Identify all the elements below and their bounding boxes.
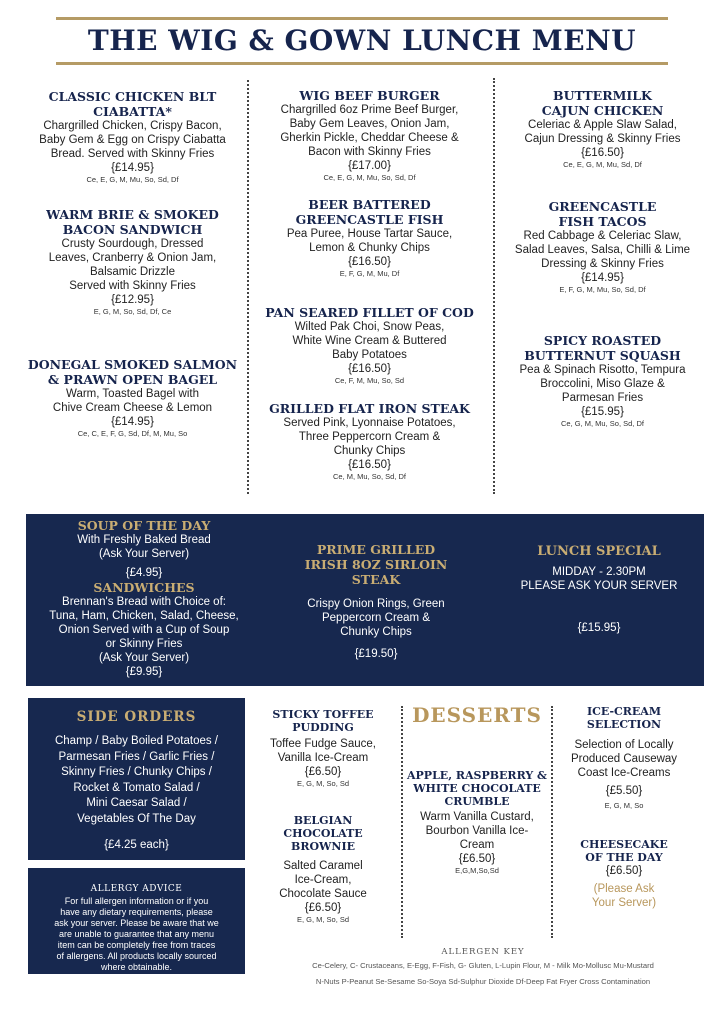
dish-description: Broccolini, Miso Glaze &: [540, 378, 665, 390]
sirloin-title: IRISH 8OZ SIRLOIN: [304, 557, 448, 572]
dish-name: FISH TACOS: [558, 214, 647, 229]
dish-description: Baby Potatoes: [332, 349, 407, 361]
dish-description: Ice-Cream,: [294, 874, 352, 886]
sirloin-block: [270, 542, 482, 661]
dish-brie-bacon: [20, 207, 245, 317]
side-item: Skinny Fries / Chunky Chips /: [61, 766, 212, 779]
dish-description: Bacon with Skinny Fries: [308, 146, 431, 158]
dish-name: BEER BATTERED: [308, 197, 431, 212]
dish-description: Chargrilled 6oz Prime Beef Burger,: [280, 104, 459, 116]
dish-name: BELGIAN: [293, 814, 353, 827]
dish-price: {£12.95}: [111, 294, 154, 306]
dish-allergens: E,G,M,So,Sd: [455, 866, 499, 875]
title-bottom-rule: [56, 62, 668, 65]
column-divider: [493, 78, 495, 494]
dish-description: Red Cabbage & Celeriac Slaw,: [523, 230, 682, 242]
dish-apple-crumble: [404, 769, 550, 876]
dish-name: BACON SANDWICH: [62, 222, 203, 237]
dish-description: Parmesan Fries: [561, 392, 644, 404]
desserts-title: DESSERTS: [412, 703, 542, 727]
dish-description: Crusty Sourdough, Dressed: [61, 238, 204, 250]
dish-name: WHITE CHOCOLATE: [413, 782, 541, 795]
soup-sandwich-block: [28, 518, 260, 679]
side-item: Parmesan Fries / Garlic Fries /: [58, 750, 215, 763]
dish-ice-cream: [554, 705, 694, 811]
soup-price: {£4.95}: [125, 567, 163, 579]
dish-allergens: E, F, G, M, Mu, Df: [339, 269, 400, 278]
dish-note: (Please Ask: [593, 883, 655, 895]
side-orders-price: {£4.25 each}: [104, 838, 169, 851]
dish-price: {£16.50}: [348, 459, 391, 471]
dish-description: White Wine Cream & Buttered: [292, 335, 447, 347]
dish-name: CRUMBLE: [444, 795, 510, 808]
allergy-advice-text: have any dietary requirements, please: [60, 907, 213, 917]
dish-description: Wilted Pak Choi, Snow Peas,: [294, 321, 445, 333]
dish-description: Toffee Fudge Sauce,: [270, 738, 376, 750]
dish-chicken-blt: [20, 89, 245, 185]
dish-name: & PRAWN OPEN BAGEL: [47, 372, 218, 387]
allergy-advice-title: ALLERGY ADVICE: [90, 884, 183, 894]
dish-allergens: Ce, M, Mu, So, Sd, Df: [333, 472, 406, 481]
sirloin-description: Chunky Chips: [340, 626, 412, 638]
dish-allergens: Ce, C, E, F, G, Sd, Df, M, Mu, So: [77, 429, 188, 438]
dish-sticky-toffee: [252, 708, 394, 789]
dish-name: GREENCASTLE: [548, 199, 657, 214]
dish-price: {£16.50}: [348, 256, 391, 268]
dish-name: OF THE DAY: [585, 851, 663, 864]
dish-name: CHOCOLATE: [283, 827, 363, 840]
lunch-special-hours: MIDDAY - 2.30PM: [552, 566, 646, 578]
dish-description: Balsamic Drizzle: [90, 266, 175, 278]
title-top-rule: [56, 17, 668, 20]
dish-description: Chocolate Sauce: [279, 888, 367, 900]
allergy-advice-text: of allergens. All products locally sourced: [56, 951, 217, 961]
dish-description: Salad Leaves, Salsa, Chilli & Lime: [514, 244, 691, 256]
dish-price: {£17.00}: [348, 160, 391, 172]
sirloin-description: Peppercorn Cream &: [321, 612, 431, 624]
allergy-advice-text: where obtainable.: [100, 962, 173, 972]
dish-name: CAJUN CHICKEN: [541, 103, 664, 118]
dish-allergens: Ce, F, M, Mu, So, Sd: [334, 376, 405, 385]
dish-description: Chargrilled Chicken, Crispy Bacon,: [43, 120, 222, 132]
dish-description: Baby Gem & Egg on Crispy Ciabatta: [39, 134, 226, 146]
dish-butternut-squash: [500, 333, 705, 429]
dish-description: Gherkin Pickle, Cheddar Cheese &: [280, 132, 459, 144]
allergy-advice-text: are unable to guarantee that any menu: [58, 929, 215, 939]
dish-price: {£16.50}: [348, 363, 391, 375]
dish-name: BUTTERMILK: [553, 88, 652, 103]
dish-description: Chunky Chips: [333, 445, 406, 457]
dish-allergens: Ce, E, G, M, Mu, So, Sd, Df: [86, 175, 179, 184]
dish-description: Pea Puree, House Tartar Sauce,: [286, 228, 453, 240]
column-divider: [247, 80, 249, 494]
dish-description: Vanilla Ice-Cream: [277, 752, 369, 764]
dish-flat-iron-steak: [253, 401, 486, 482]
dessert-divider: [401, 706, 403, 938]
dish-description: Lemon & Chunky Chips: [309, 242, 430, 254]
dish-allergens: E, G, M, So: [604, 801, 644, 810]
sirloin-title: PRIME GRILLED: [316, 542, 436, 557]
dish-description: Leaves, Cranberry & Onion Jam,: [48, 252, 217, 264]
dish-description: Selection of Locally: [574, 739, 674, 751]
soup-description: With Freshly Baked Bread: [77, 534, 211, 546]
dish-name: ICE-CREAM: [586, 705, 662, 718]
sandwiches-description: or Skinny Fries: [105, 638, 183, 650]
dish-price: {£6.50}: [304, 766, 342, 778]
side-orders-content: [28, 710, 245, 852]
allergen-key-title: ALLERGEN KEY: [441, 947, 525, 957]
dish-name: WARM BRIE & SMOKED: [46, 207, 219, 222]
dish-description: Celeriac & Apple Slaw Salad,: [528, 119, 677, 131]
dish-name: CHEESECAKE: [580, 838, 668, 851]
dish-description: Warm Vanilla Custard,: [420, 811, 534, 823]
dish-wig-burger: [253, 88, 486, 183]
allergen-key-line: N-Nuts P-Peanut Se-Sesame So-Soya Sd-Sulphur Dioxide Df-Deep Fat Fryer Cross Contamination: [315, 977, 651, 986]
dish-allergens: Ce, E, G, M, Mu, Sd, Df: [563, 160, 642, 169]
dish-name: DONEGAL SMOKED SALMON: [27, 357, 238, 372]
sandwiches-price: {£9.95}: [125, 666, 163, 678]
dish-salmon-bagel: [14, 357, 251, 439]
dish-description: Warm, Toasted Bagel with: [66, 388, 199, 400]
sandwiches-description: Onion Served with a Cup of Soup: [58, 624, 230, 636]
dish-name: PUDDING: [292, 721, 354, 734]
dish-fillet-cod: [253, 305, 486, 386]
dish-price: {£14.95}: [581, 272, 624, 284]
allergy-advice-text: For full allergen information or if you: [64, 896, 209, 906]
dish-price: {£6.50}: [304, 902, 342, 914]
side-item: Mini Caesar Salad /: [86, 797, 187, 810]
dish-price: {£16.50}: [581, 147, 624, 159]
dish-allergens: Ce, G, M, Mu, So, Sd, Df: [561, 419, 644, 428]
menu-title: THE WIG & GOWN LUNCH MENU: [87, 24, 637, 57]
allergen-key: [252, 947, 714, 990]
sandwiches-description: Brennan's Bread with Choice of:: [62, 596, 226, 608]
dish-name: WIG BEEF BURGER: [299, 88, 440, 103]
soup-note: (Ask Your Server): [98, 548, 190, 560]
dish-description: Pea & Spinach Risotto, Tempura: [519, 364, 686, 376]
dish-description: Cream: [459, 839, 495, 851]
dish-price: {£6.50}: [605, 865, 643, 877]
dish-name: SELECTION: [586, 718, 662, 731]
dish-name: CLASSIC CHICKEN BLT: [48, 89, 217, 104]
soup-title: SOUP OF THE DAY: [77, 518, 211, 533]
dish-allergens: E, F, G, M, Mu, So, Sd, Df: [559, 285, 646, 294]
dish-description: Baby Gem Leaves, Onion Jam,: [289, 118, 450, 130]
sandwiches-description: Tuna, Ham, Chicken, Salad, Cheese,: [49, 610, 239, 622]
dish-price: {£14.95}: [111, 162, 154, 174]
side-orders-box: [28, 698, 245, 860]
dish-description: Served with Skinny Fries: [69, 280, 196, 292]
allergy-advice-content: [28, 884, 245, 973]
dish-note: Your Server): [591, 897, 657, 909]
dish-name: GREENCASTLE FISH: [295, 212, 444, 227]
lunch-special-note: PLEASE ASK YOUR SERVER: [520, 580, 678, 592]
dish-price: {£6.50}: [458, 853, 496, 865]
dish-price: {£14.95}: [111, 416, 154, 428]
dish-name: BUTTERNUT SQUASH: [524, 348, 681, 363]
dish-description: Served Pink, Lyonnaise Potatoes,: [283, 417, 456, 429]
dish-allergens: E, G, M, So, Sd: [296, 779, 350, 788]
dish-description: Chive Cream Cheese & Lemon: [52, 402, 213, 414]
side-item: Rocket & Tomato Salad /: [73, 781, 200, 794]
dish-description: Three Peppercorn Cream &: [298, 431, 441, 443]
lunch-special-price: {£15.95}: [577, 622, 621, 634]
dish-name: GRILLED FLAT IRON STEAK: [269, 401, 470, 416]
sandwiches-title: SANDWICHES: [93, 580, 195, 595]
dish-price: {£15.95}: [581, 406, 624, 418]
allergy-advice-text: item can be completely free from traces: [57, 940, 216, 950]
dish-allergens: Ce, E, G, M, Mu, So, Sd, Df: [323, 173, 416, 182]
dish-description: Dressing & Skinny Fries: [541, 258, 664, 270]
desserts-heading: [405, 703, 549, 727]
side-item: Vegetables Of The Day: [77, 812, 196, 825]
dish-description: Cajun Dressing & Skinny Fries: [524, 133, 681, 145]
dish-description: Bread. Served with Skinny Fries: [50, 148, 215, 160]
dessert-divider: [551, 706, 553, 938]
dish-description: Produced Causeway: [570, 753, 678, 765]
allergy-advice-text: ask your server. Please be aware that we: [54, 918, 219, 928]
dish-allergens: E, G, M, So, Sd: [296, 915, 350, 924]
lunch-special-block: [498, 544, 700, 635]
side-item: Champ / Baby Boiled Potatoes /: [54, 735, 218, 747]
dish-name: STICKY TOFFEE: [272, 708, 374, 721]
dish-name: SPICY ROASTED: [543, 333, 662, 348]
side-orders-title: SIDE ORDERS: [76, 709, 197, 725]
allergy-advice-box: [28, 868, 245, 974]
sirloin-title: STEAK: [351, 572, 401, 587]
dish-name: BROWNIE: [291, 840, 355, 853]
allergen-key-line: Ce-Celery, C- Crustaceans, E-Egg, F-Fish, G- Gluten, L-Lupin Flour, M - Milk Mo-Mollusc Mu-Mustard: [312, 961, 654, 970]
dish-name: PAN SEARED FILLET OF COD: [265, 305, 474, 320]
dish-description: Salted Caramel: [283, 860, 363, 872]
dish-allergens: E, G, M, So, Sd, Df, Ce: [93, 307, 172, 316]
lunch-special-title: LUNCH SPECIAL: [537, 544, 661, 559]
dish-description: Bourbon Vanilla Ice-: [425, 825, 529, 837]
dish-battered-fish: [253, 197, 486, 279]
dish-cajun-chicken: [500, 88, 705, 170]
sirloin-description: Crispy Onion Rings, Green: [307, 598, 445, 610]
sandwiches-note: (Ask Your Server): [98, 652, 190, 664]
dish-fish-tacos: [500, 199, 705, 295]
dish-cheesecake: [554, 838, 694, 910]
dish-description: Coast Ice-Creams: [577, 767, 671, 779]
dish-name: APPLE, RASPBERRY &: [407, 769, 547, 782]
dish-price: {£5.50}: [605, 785, 643, 797]
specials-band: [26, 514, 704, 686]
dish-chocolate-brownie: [252, 814, 394, 925]
dish-name: CIABATTA*: [93, 104, 172, 119]
sirloin-price: {£19.50}: [354, 648, 398, 660]
